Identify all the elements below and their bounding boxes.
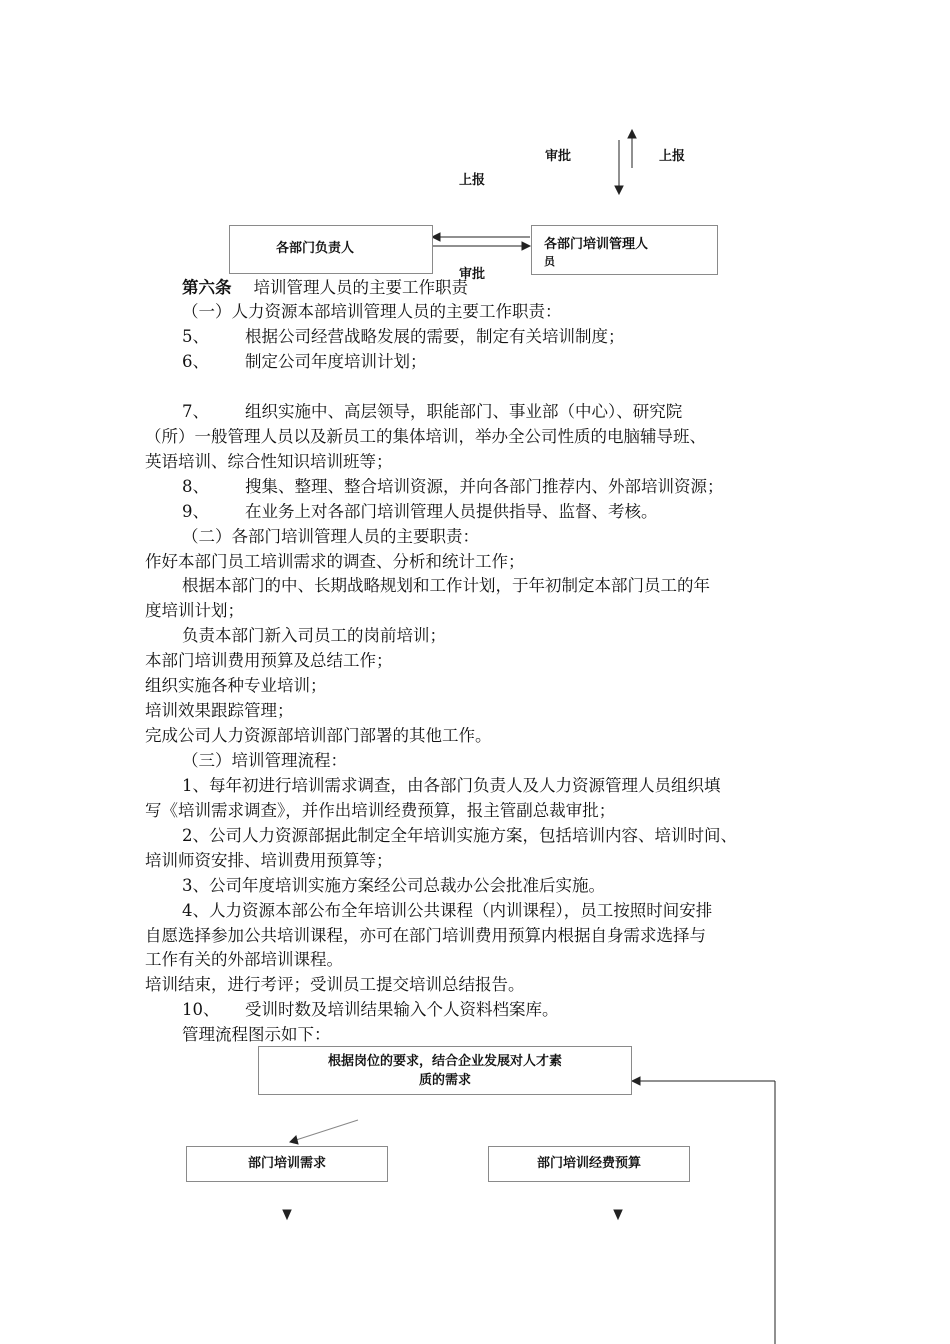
chart-intro: 管理流程图示如下： [182,1025,331,1044]
article-title: 培训管理人员的主要工作职责 [253,278,468,297]
article-heading [182,276,468,300]
dept-head-box [229,225,433,274]
paragraph-line: 度培训计划； [145,601,244,620]
paragraph-line: 负责本部门新入司员工的岗前培训； [182,626,446,645]
dept-budget-label: 部门培训经费预算 [536,1156,641,1171]
paragraph-line: 2、公司人力资源部据此制定全年培训实施方案，包括培训内容、培训时间、 [182,826,737,845]
list-item: 7、 组织实施中、高层领导，职能部门、事业部（中心）、研究院 [182,402,683,421]
paragraph-line: 培训师资安排、培训费用预算等； [145,851,393,870]
paragraph-line: 培训效果跟踪管理； [145,701,294,720]
paragraph-line: 写《培训需求调查》，并作出培训经费预算，报主管副总裁审批； [145,801,616,820]
dept-trainer-label-line1: 各部门培训管理人 [544,237,649,252]
article-number: 第六条 [182,278,232,297]
list-item: 5、 根据公司经营战略发展的需要，制定有关培训制度； [182,327,625,346]
paragraph-line: 工作有关的外部培训课程。 [145,950,343,969]
requirement-box [258,1046,632,1095]
dept-demand-label: 部门培训需求 [247,1156,326,1171]
paragraph-line: 本部门培训费用预算及总结工作； [145,651,393,670]
report-label-right: 上报 [659,149,686,164]
paragraph-line: （所）一般管理人员以及新员工的集体培训，举办全公司性质的电脑辅导班、 [145,427,706,446]
paragraph-line: 自愿选择参加公共培训课程，亦可在部门培训费用预算内根据自身需求选择与 [145,926,706,945]
dept-head-label: 各部门负责人 [276,241,355,256]
paragraph-line: 作好本部门员工培训需求的调查、分析和统计工作； [145,552,525,571]
approve-label-bottom: 审批 [459,267,486,282]
requirement-line2: 质的需求 [418,1073,471,1088]
dept-trainer-label-line2: 员 [544,255,555,268]
paragraph-line: 3、公司年度培训实施方案经公司总裁办公会批准后实施。 [182,876,605,895]
approve-label-top: 审批 [545,149,572,164]
dept-demand-box [186,1146,388,1182]
paragraph-line: 英语培训、综合性知识培训班等； [145,452,393,471]
paragraph-line: 4、人力资源本部公布全年培训公共课程（内训课程），员工按照时间安排 [182,901,713,920]
paragraph-line: 组织实施各种专业培训； [145,676,327,695]
paragraph-line: 培训结束，进行考评；受训员工提交培训总结报告。 [145,975,525,994]
report-label-left: 上报 [459,173,486,188]
list-item: 8、 搜集、整理、整合培训资源，并向各部门推荐内、外部培训资源； [182,477,724,496]
section-3-heading: （三）培训管理流程： [182,751,347,770]
dept-budget-box [488,1146,690,1182]
dept-trainer-box [531,225,718,275]
section-2-heading: （二）各部门培训管理人员的主要职责： [182,527,479,546]
paragraph-line: 完成公司人力资源部培训部门部署的其他工作。 [145,726,492,745]
list-item: 6、 制定公司年度培训计划； [182,352,427,371]
section-1-heading: （一）人力资源本部培训管理人员的主要工作职责： [182,302,562,321]
paragraph-line: 1、每年初进行培训需求调查，由各部门负责人及人力资源管理人员组织填 [182,776,721,795]
list-item: 9、 在业务上对各部门培训管理人员提供指导、监督、考核。 [182,502,658,521]
list-item: 10、 受训时数及培训结果输入个人资料档案库。 [182,1000,559,1019]
paragraph-line: 根据本部门的中、长期战略规划和工作计划，于年初制定本部门员工的年 [182,576,710,595]
requirement-line1: 根据岗位的要求，结合企业发展对人才素 [327,1054,562,1069]
